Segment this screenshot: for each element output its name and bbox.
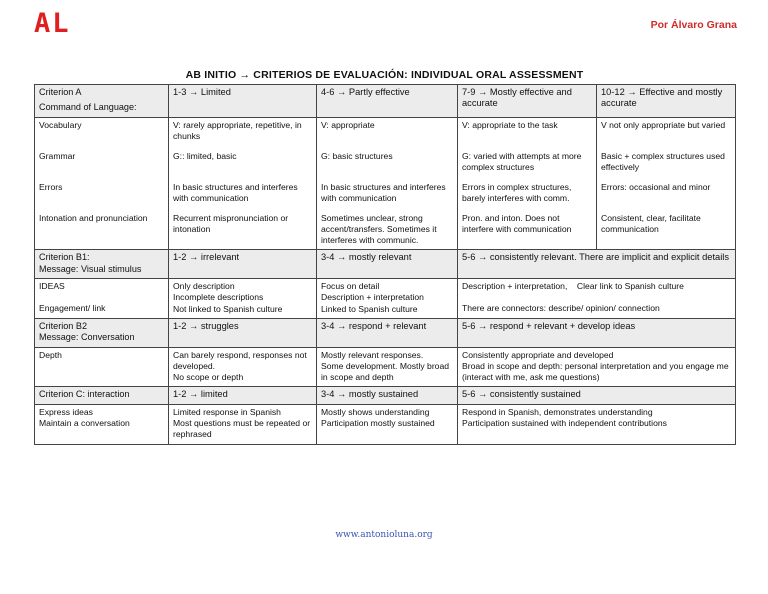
rubric-table <box>34 84 736 445</box>
logo: AL <box>34 8 71 39</box>
criterion-c-band-2: 3-4 → mostly sustained <box>317 387 458 404</box>
document-title: AB INITIO → CRITERIOS DE EVALUACIÓN: INDIVIDUAL ORAL ASSESSMENT <box>185 69 584 81</box>
criterion-a-band-2-descriptors: V: appropriate G: basic structures In basic structures and interferes with communication Sometimes unclear, strong accent/transfers. Sometimes it interferes with communic. <box>317 117 458 250</box>
criterion-b2-band-1-descriptors: Can barely respond, responses not developed. No scope or depth <box>169 347 317 387</box>
criterion-b1-band-1: 1-2 → irrelevant <box>169 250 317 279</box>
criterion-a-band-1-descriptors: V: rarely appropriate, repetitive, in chunks G:: limited, basic In basic structures and interferes with communication Recurrent mispronunciation or intonation <box>169 117 317 250</box>
criterion-b2-aspect: Depth <box>35 347 169 387</box>
criterion-b1-band-2-descriptors: Focus on detail Description + interpretation Linked to Spanish culture <box>317 279 458 319</box>
criterion-c-aspects: Express ideas Maintain a conversation <box>35 404 169 444</box>
criterion-b2-band-3: 5-6 → respond + relevant + develop ideas <box>458 318 736 347</box>
criterion-b1-detail-row <box>35 279 736 319</box>
criterion-c-band-1-descriptors: Limited response in Spanish Most questions must be repeated or rephrased <box>169 404 317 444</box>
criterion-b2-band-3-descriptors: Consistently appropriate and developed Broad in scope and depth: personal interpretation and you engage me (interact with me, ask me questions) <box>458 347 736 387</box>
criterion-b2-band-1: 1-2 → struggles <box>169 318 317 347</box>
criterion-a-detail-row <box>35 117 736 250</box>
criterion-c-band-1: 1-2 → limited <box>169 387 317 404</box>
criterion-a-aspects: Vocabulary Grammar Errors Intonation and pronunciation <box>35 117 169 250</box>
criterion-b2-label: Criterion B2 Message: Conversation <box>35 318 169 347</box>
criterion-b1-band-2: 3-4 → mostly relevant <box>317 250 458 279</box>
criterion-b1-band-3-descriptors: Description + interpretation, Clear link to Spanish culture There are connectors: describe/ opinion/ connection <box>458 279 736 319</box>
criterion-a-band-3-descriptors: V: appropriate to the task G: varied with attempts at more complex structures Errors in complex structures, barely interferes with comm. Pron. and inton. Does not interfere with communication <box>458 117 597 250</box>
criterion-c-band-2-descriptors: Mostly shows understanding Participation mostly sustained <box>317 404 458 444</box>
criterion-b1-header-row <box>35 250 736 279</box>
criterion-a-band-2: 4-6 → Partly effective <box>317 85 458 118</box>
criterion-b1-band-3: 5-6 → consistently relevant. There are implicit and explicit details <box>458 250 736 279</box>
criterion-a-band-4-descriptors: V not only appropriate but varied Basic + complex structures used effectively Errors: occasional and minor Consistent, clear, facilitate communication <box>597 117 736 250</box>
criterion-a-header-row <box>35 85 736 118</box>
criterion-c-detail-row <box>35 404 736 444</box>
criterion-c-band-3-descriptors: Respond in Spanish, demonstrates understanding Participation sustained with independent contributions <box>458 404 736 444</box>
criterion-b2-band-2: 3-4 → respond + relevant <box>317 318 458 347</box>
criterion-c-band-3: 5-6 → consistently sustained <box>458 387 736 404</box>
criterion-b2-band-2-descriptors: Mostly relevant responses. Some development. Mostly broad in scope and depth <box>317 347 458 387</box>
criterion-a-band-4: 10-12 → Effective and mostly accurate <box>597 85 736 118</box>
criterion-b1-band-1-descriptors: Only description Incomplete descriptions Not linked to Spanish culture <box>169 279 317 319</box>
criterion-a-band-3: 7-9 → Mostly effective and accurate <box>458 85 597 118</box>
criterion-b1-label: Criterion B1: Message: Visual stimulus <box>35 250 169 279</box>
criterion-a-label: Criterion A Command of Language: <box>35 85 169 118</box>
author-credit: Por Álvaro Grana <box>650 19 737 31</box>
criterion-c-label: Criterion C: interaction <box>35 387 169 404</box>
criterion-b1-aspects: IDEAS Engagement/ link <box>35 279 169 319</box>
criterion-b2-detail-row <box>35 347 736 387</box>
criterion-c-header-row <box>35 387 736 404</box>
criterion-b2-header-row <box>35 318 736 347</box>
criterion-a-band-1: 1-3 → Limited <box>169 85 317 118</box>
footer-link[interactable]: www.antonioluna.org <box>335 530 433 540</box>
